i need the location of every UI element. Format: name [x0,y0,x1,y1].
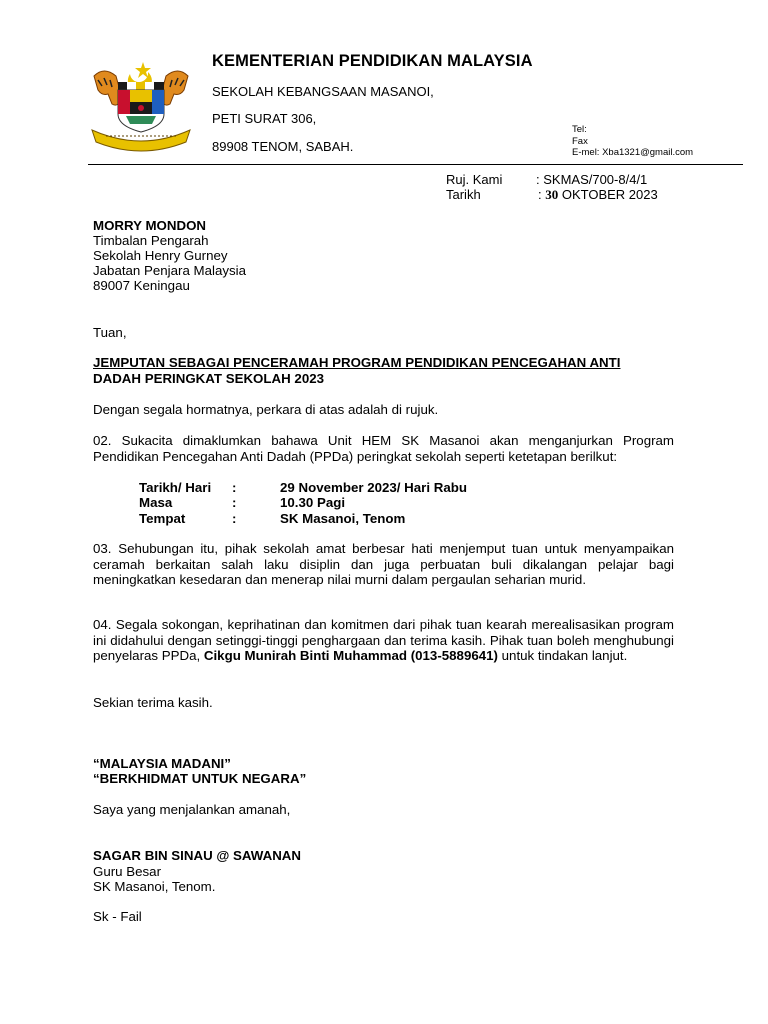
coordinator-contact: Cikgu Munirah Binti Muhammad (013-5889641) [203,648,498,663]
ministry-title: KEMENTERIAN PENDIDIKAN MALAYSIA [212,52,533,70]
signatory-title: Guru Besar [93,864,161,879]
subject-line-1: JEMPUTAN SEBAGAI PENCERAMAH PROGRAM PENDIDIKAN PENCEGAHAN ANTI [93,355,621,370]
opening-paragraph: Dengan segala hormatnya, perkara di atas adalah di rujuk. [93,402,439,417]
recipient-line-3: Jabatan Penjara Malaysia [93,263,247,278]
letter-subject [93,355,693,387]
signatory-school: SK Masanoi, Tenom. [93,879,216,894]
detail-label: Tarikh/ Hari [139,480,212,495]
detail-colon: : [232,480,237,495]
recipient-line-1: Timbalan Pengarah [93,233,209,248]
detail-value: 10.30 Pagi [280,495,346,510]
detail-colon: : [232,495,237,510]
detail-label: Masa [139,495,173,510]
address-line-1: SEKOLAH KEBANGSAAN MASANOI, [212,84,434,99]
recipient-line-4: 89007 Keningau [93,278,190,293]
detail-value: 29 November 2023/ Hari Rabu [280,480,467,495]
detail-label: Tempat [139,511,186,526]
paragraph-03: 03. Sehubungan itu, pihak sekolah amat berbesar hati menjemput tuan untuk menyampaikan ceramah berkaitan salah laku disiplin dan juga perbuatan buli dikalangan pelajar bagi meningkatkan kesedaran dan menerap nilai murni dalam pergaulan seharian murid. [93,541,674,587]
detail-value: SK Masanoi, Tenom [280,511,406,526]
ref-label: Ruj. Kami [446,172,503,187]
cc-file: Sk - Fail [93,909,142,924]
ref-value: : SKMAS/700-8/4/1 [536,172,648,187]
salutation: Tuan, [93,325,127,340]
closing-text: Sekian terima kasih. [93,695,213,710]
date-label: Tarikh [446,187,481,202]
slogan-2: “BERKHIDMAT UNTUK NEGARA” [93,771,307,786]
signatory-name: SAGAR BIN SINAU @ SAWANAN [93,848,301,863]
recipient-name: MORRY MONDON [93,218,207,233]
recipient-line-2: Sekolah Henry Gurney [93,248,228,263]
paragraph-04: 04. Segala sokongan, keprihatinan dan komitmen dari pihak tuan kearah merealisasikan program ini didahului dengan setinggi-tinggi penghargaan dan terima kasih. Pihak tuan boleh menghubungi penyelaras PPDa, Cikgu Munirah Binti Muhammad (013-5889641) untuk tindakan lanjut. [93,617,674,663]
address-line-3: 89908 TENOM, SABAH. [212,139,354,154]
detail-colon: : [232,511,237,526]
contact-tel: Tel: [572,124,587,135]
letterhead-divider [88,164,743,165]
amanah-text: Saya yang menjalankan amanah, [93,802,291,817]
contact-email: E-mel: Xba1321@gmail.com [572,147,694,158]
paragraph-02: 02. Sukacita dimaklumkan bahawa Unit HEM SK Masanoi akan menganjurkan Program Pendidikan Pencegahan Anti Dadah (PPDa) peringkat sekolah seperti ketetapan berilkut: [93,433,674,464]
contact-fax: Fax [572,136,588,147]
subject-line-2: DADAH PERINGKAT SEKOLAH 2023 [93,371,325,386]
malaysia-coat-of-arms-icon [86,58,196,154]
date-value: : 30 OKTOBER 2023 [538,187,658,202]
address-line-2: PETI SURAT 306, [212,111,317,126]
slogan-1: “MALAYSIA MADANI” [93,756,231,771]
